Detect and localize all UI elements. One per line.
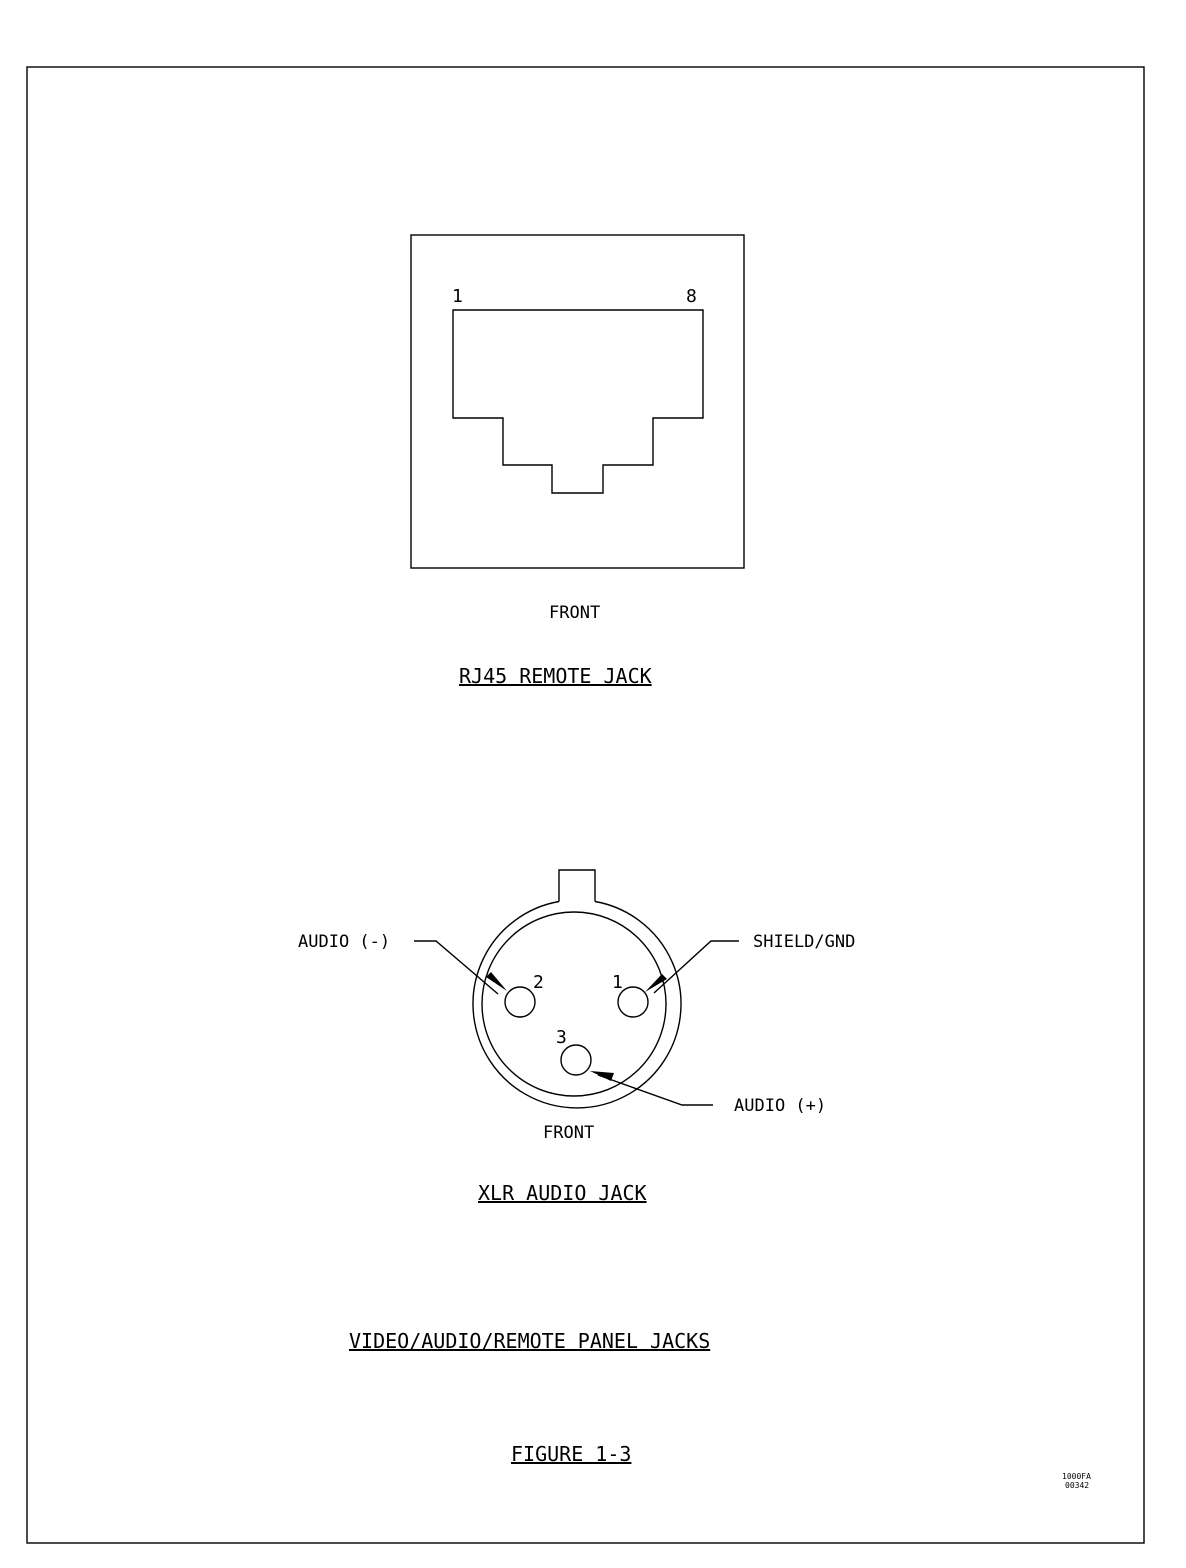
xlr-jack-diagram — [298, 870, 855, 1205]
audio-minus-arrowhead — [486, 972, 507, 991]
xlr-key-tab — [559, 870, 595, 902]
rj45-pin-1-label: 1 — [452, 286, 463, 307]
rj45-outer-frame — [411, 235, 744, 568]
rj45-front-label: FRONT — [549, 603, 601, 623]
drawing-code-line-2: 00342 — [1065, 1481, 1090, 1490]
audio-minus-label: AUDIO (-) — [298, 932, 391, 952]
xlr-front-label: FRONT — [543, 1123, 595, 1143]
xlr-inner-ring — [482, 912, 666, 1096]
rj45-pin-8-label: 8 — [686, 286, 697, 307]
shield-leader-line — [654, 941, 739, 993]
page-border — [27, 67, 1144, 1543]
rj45-title: RJ45 REMOTE JACK — [459, 664, 652, 688]
panel-title: VIDEO/AUDIO/REMOTE PANEL JACKS — [349, 1329, 711, 1353]
audio-plus-label: AUDIO (+) — [734, 1096, 827, 1116]
figure-label: FIGURE 1-3 — [511, 1442, 632, 1466]
audio-minus-leader-line — [414, 941, 498, 994]
drawing-code-line-1: 1000FA — [1062, 1472, 1091, 1481]
xlr-pin-3 — [561, 1045, 591, 1075]
xlr-outer-ring — [473, 902, 681, 1108]
xlr-pin-3-label: 3 — [556, 1027, 567, 1048]
shield-gnd-label: SHIELD/GND — [753, 932, 856, 952]
xlr-pin-2 — [505, 987, 535, 1017]
xlr-pin-2-label: 2 — [533, 972, 544, 993]
rj45-jack-diagram — [411, 235, 744, 688]
rj45-socket-outline — [453, 310, 703, 493]
xlr-pin-1-label: 1 — [612, 972, 623, 993]
audio-plus-arrowhead — [590, 1071, 614, 1081]
xlr-title: XLR AUDIO JACK — [478, 1181, 647, 1205]
